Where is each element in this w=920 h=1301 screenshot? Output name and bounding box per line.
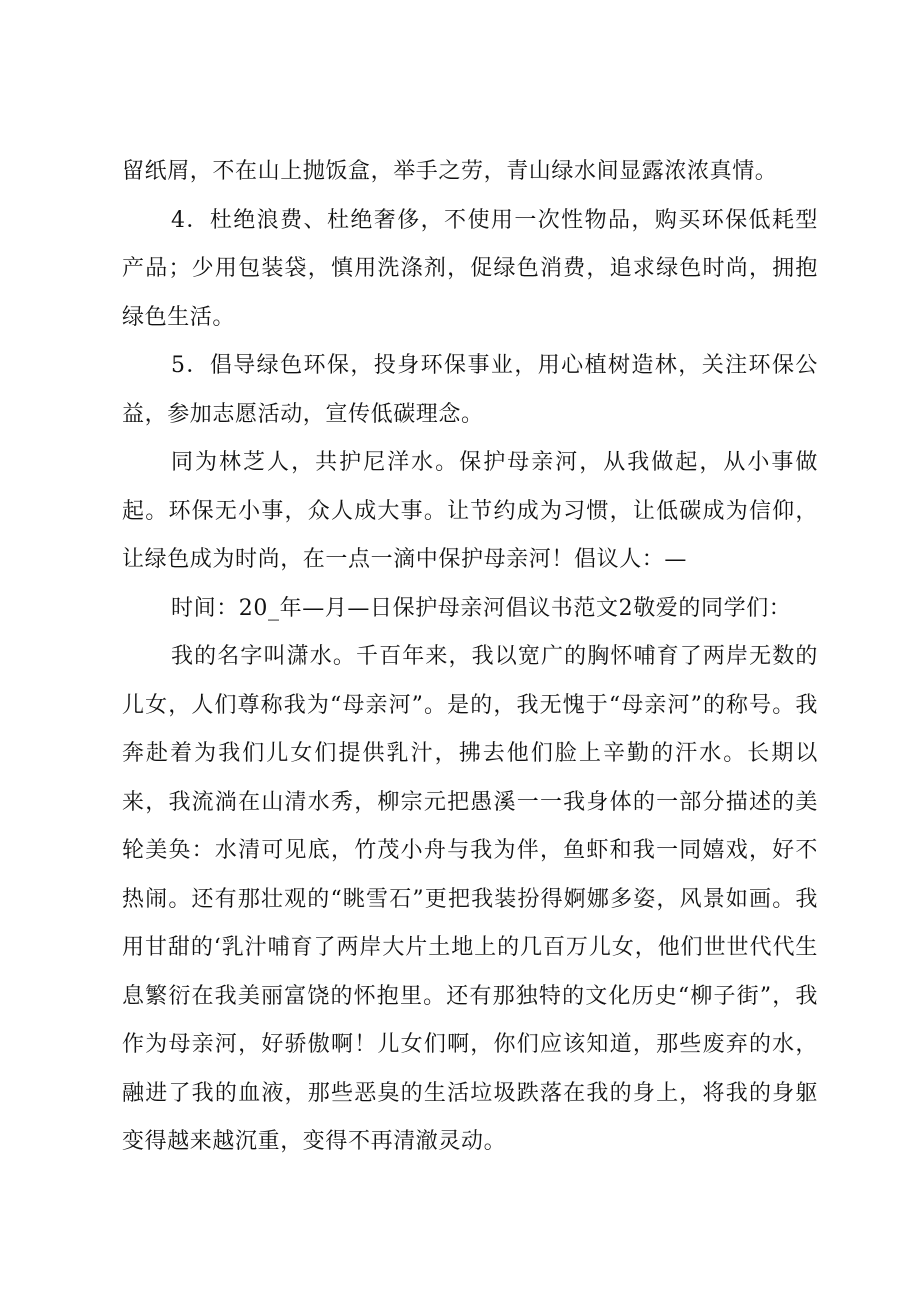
paragraph-continuation: 留纸屑，不在山上抛饭盒，举手之劳，青山绿水间显露浓浓真情。	[122, 159, 778, 184]
paragraph-date-heading: 时间：20_年—月—日保护母亲河倡议书范文2敬爱的同学们：	[171, 595, 792, 621]
document-body	[122, 148, 818, 1167]
paragraph-item-5: 5．倡导绿色环保，投身环保事业，用心植树造林，关注环保公益，参加志愿活动，宣传低碳理念。	[122, 353, 818, 427]
paragraph-conclusion: 同为林芝人，共护尼洋水。保护母亲河，从我做起，从小事做起。环保无小事，众人成大事。让节约成为习惯，让低碳成为信仰，让绿色成为时尚，在一点一滴中保护母亲河！倡议人：—	[122, 450, 818, 572]
paragraph-item-4: 4．杜绝浪费、杜绝奢侈，不使用一次性物品，购买环保低耗型产品；少用包装袋，慎用洗涤剂，促绿色消费，追求绿色时尚，拥抱绿色生活。	[122, 207, 818, 330]
paragraph-body: 我的名字叫潇水。千百年来，我以宽广的胸怀哺育了两岸无数的儿女，人们尊称我为“母亲河”。是的，我无愧于“母亲河”的称号。我奔赴着为我们儿女们提供乳汁，拂去他们脸上辛勤的汗水。长期以来，我流淌在山清水秀，柳宗元把愚溪一一我身体的一部分描述的美轮美奂：水清可见底，竹茂小舟与我为伴，鱼虾和我一同嬉戏，好不热闹。还有那壮观的“眺雪石”更把我装扮得婀娜多姿，风景如画。我用甘甜的‘乳汁哺育了两岸大片土地上的几百万儿女，他们世世代代生息繁衍在我美丽富饶的怀抱里。还有那独特的文化历史“柳子街”，我作为母亲河，好骄傲啊！儿女们啊，你们应该知道，那些废弃的水，融进了我的血液，那些恶臭的生活垃圾跌落在我的身上，将我的身躯变得越来越沉重，变得不再清澈灵动。	[122, 644, 818, 1154]
